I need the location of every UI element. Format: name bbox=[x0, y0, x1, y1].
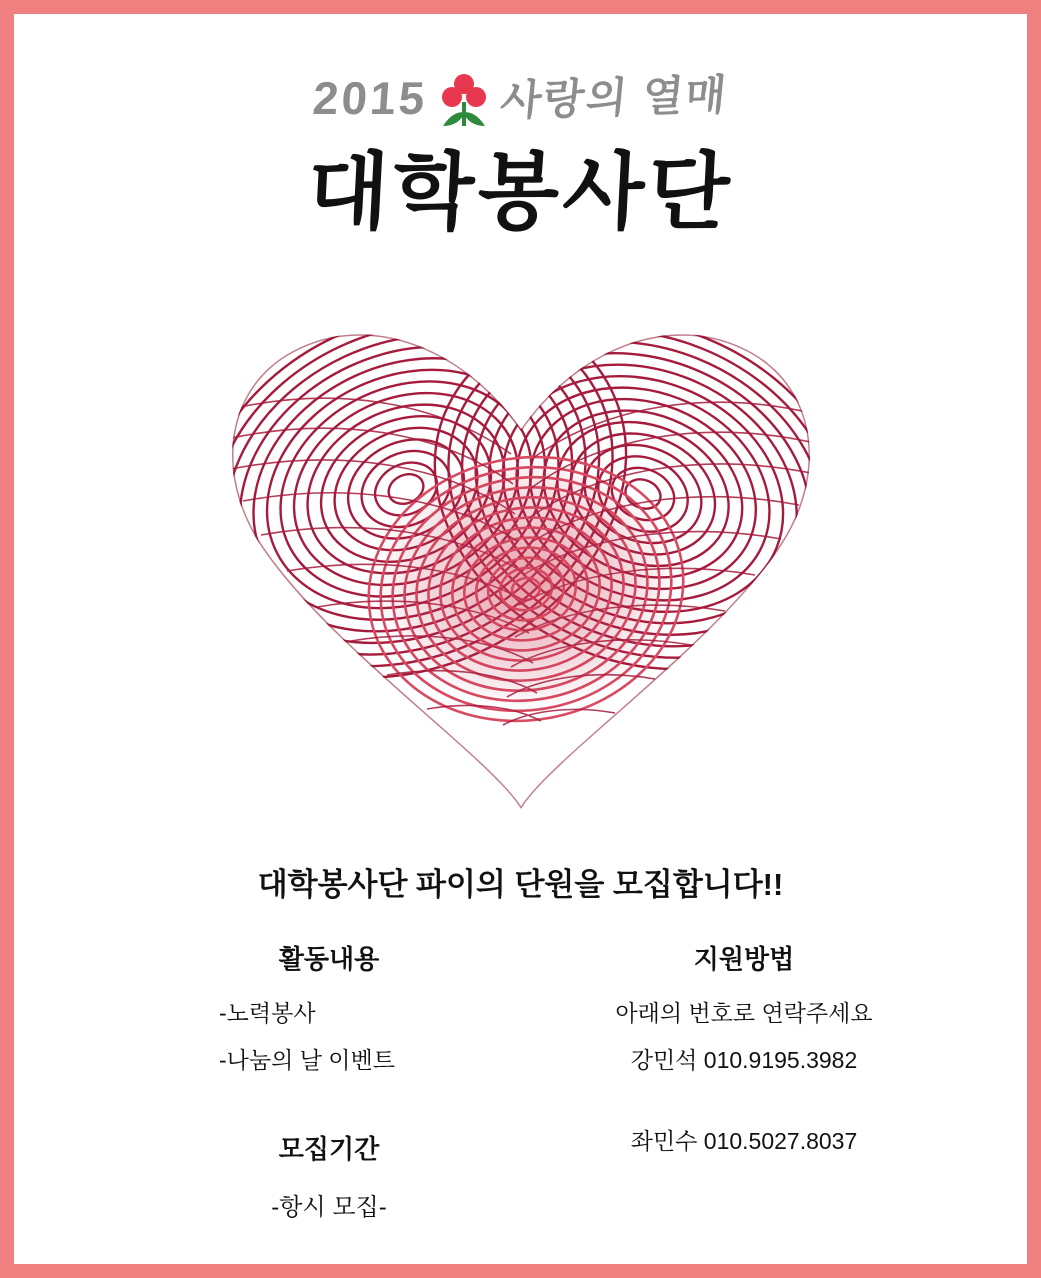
list-item: -나눔의 날 이벤트 bbox=[219, 1047, 395, 1074]
brand-name-label: 사랑의 열매 bbox=[498, 71, 731, 124]
activities-list bbox=[164, 998, 494, 1076]
period-block bbox=[164, 1129, 494, 1240]
apply-block bbox=[554, 939, 934, 1173]
period-heading: 모집기간 bbox=[278, 1134, 380, 1164]
activities-block bbox=[164, 939, 494, 1092]
poster-header bbox=[14, 66, 1027, 239]
year-label: 2015 bbox=[311, 72, 430, 124]
apply-intro: 아래의 번호로 연락주세요 bbox=[615, 1000, 873, 1026]
recruit-headline: 대학봉사단 파이의 단원을 모집합니다!! bbox=[257, 867, 784, 902]
activities-heading: 활동내용 bbox=[278, 944, 380, 974]
info-section bbox=[14, 939, 1027, 1239]
fruit-of-love-icon bbox=[437, 72, 491, 128]
contact-secondary: 좌민수 010.5027.8037 bbox=[630, 1128, 858, 1155]
contact-primary: 강민석 010.9195.3982 bbox=[630, 1047, 858, 1074]
poster-body bbox=[14, 14, 1027, 1264]
fingerprint-heart-illustration bbox=[191, 289, 851, 829]
list-item: -노력봉사 bbox=[219, 1000, 316, 1026]
apply-heading: 지원방법 bbox=[693, 944, 795, 974]
period-value: -항시 모집- bbox=[271, 1194, 387, 1221]
spacer bbox=[554, 1092, 934, 1126]
brand-kicker bbox=[311, 66, 731, 130]
page-title: 대학봉사단 bbox=[305, 145, 736, 239]
